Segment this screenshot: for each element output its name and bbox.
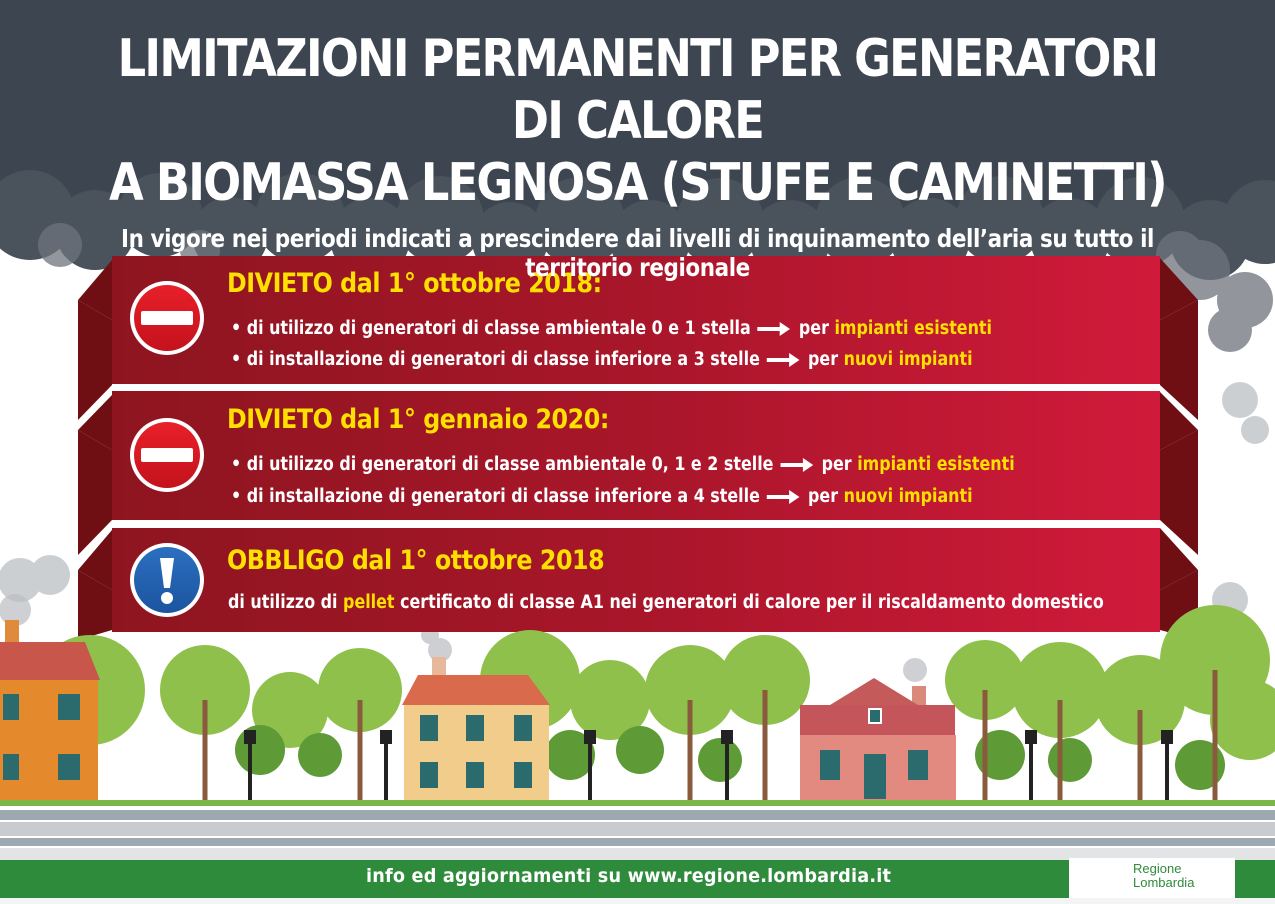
banner-2-bullet-1 xyxy=(231,454,1015,475)
no-entry-icon xyxy=(130,281,204,355)
logo-line-1: Regione xyxy=(1133,861,1182,876)
banner-title-obbligo-2018: OBBLIGO dal 1° ottobre 2018 xyxy=(227,545,605,576)
no-entry-icon xyxy=(130,418,204,492)
header xyxy=(0,28,1275,282)
bullet-text: • di utilizzo di generatori di classe ambientale 0, 1 e 2 stelle xyxy=(231,454,774,475)
bullet-prefix: per xyxy=(798,318,829,339)
bullet-text: • di utilizzo di generatori di classe ambientale 0 e 1 stella xyxy=(231,318,751,339)
banner-title-divieto-2018: DIVIETO dal 1° ottobre 2018: xyxy=(227,268,602,299)
house-left xyxy=(0,620,100,805)
banner-title-divieto-2020: DIVIETO dal 1° gennaio 2020: xyxy=(227,404,609,435)
arrow-right-icon xyxy=(780,458,814,472)
page-title-line-1: LIMITAZIONI PERMANENTI PER GENERATORI DI CALORE xyxy=(117,29,1158,151)
line-before: di utilizzo di xyxy=(228,592,344,613)
banner-1-bullet-1 xyxy=(231,318,992,339)
arrow-right-icon xyxy=(758,322,792,336)
arrow-right-icon xyxy=(767,490,801,504)
bullet-text: • di installazione di generatori di classe inferiore a 3 stelle xyxy=(231,349,760,370)
line-highlight-pellet: pellet xyxy=(343,592,395,613)
bullet-highlight: impianti esistenti xyxy=(834,318,992,339)
banner-1-bullet-2 xyxy=(231,349,973,370)
page-subtitle: In vigore nei periodi indicati a prescindere dai livelli di inquinamento dell’aria su tutto il territorio regionale xyxy=(121,224,1154,282)
exclamation-icon xyxy=(130,543,204,617)
bullet-prefix: per xyxy=(821,454,852,475)
page-title-line-2: A BIOMASSA LEGNOSA (STUFE E CAMINETTI) xyxy=(109,153,1166,213)
logo-line-2: Lombardia xyxy=(1133,875,1195,890)
bullet-highlight: nuovi impianti xyxy=(843,349,973,370)
house-right xyxy=(800,678,956,805)
house-middle xyxy=(402,657,550,805)
bullet-prefix: per xyxy=(808,349,839,370)
banner-2-bullet-2 xyxy=(231,486,973,507)
banner-3-line xyxy=(228,592,1104,613)
bullet-text: • di installazione di generatori di classe inferiore a 4 stelle xyxy=(231,486,760,507)
arrow-right-icon xyxy=(767,353,801,367)
footer-info-link[interactable]: info ed aggiornamenti su www.regione.lombardia.it xyxy=(366,865,892,887)
bullet-highlight: nuovi impianti xyxy=(843,486,973,507)
bullet-highlight: impianti esistenti xyxy=(857,454,1015,475)
regione-lombardia-logo-text xyxy=(1133,862,1194,890)
line-after: certificato di classe A1 nei generatori di calore per il riscaldamento domestico xyxy=(394,592,1104,613)
bullet-prefix: per xyxy=(808,486,839,507)
trees xyxy=(35,605,1275,805)
